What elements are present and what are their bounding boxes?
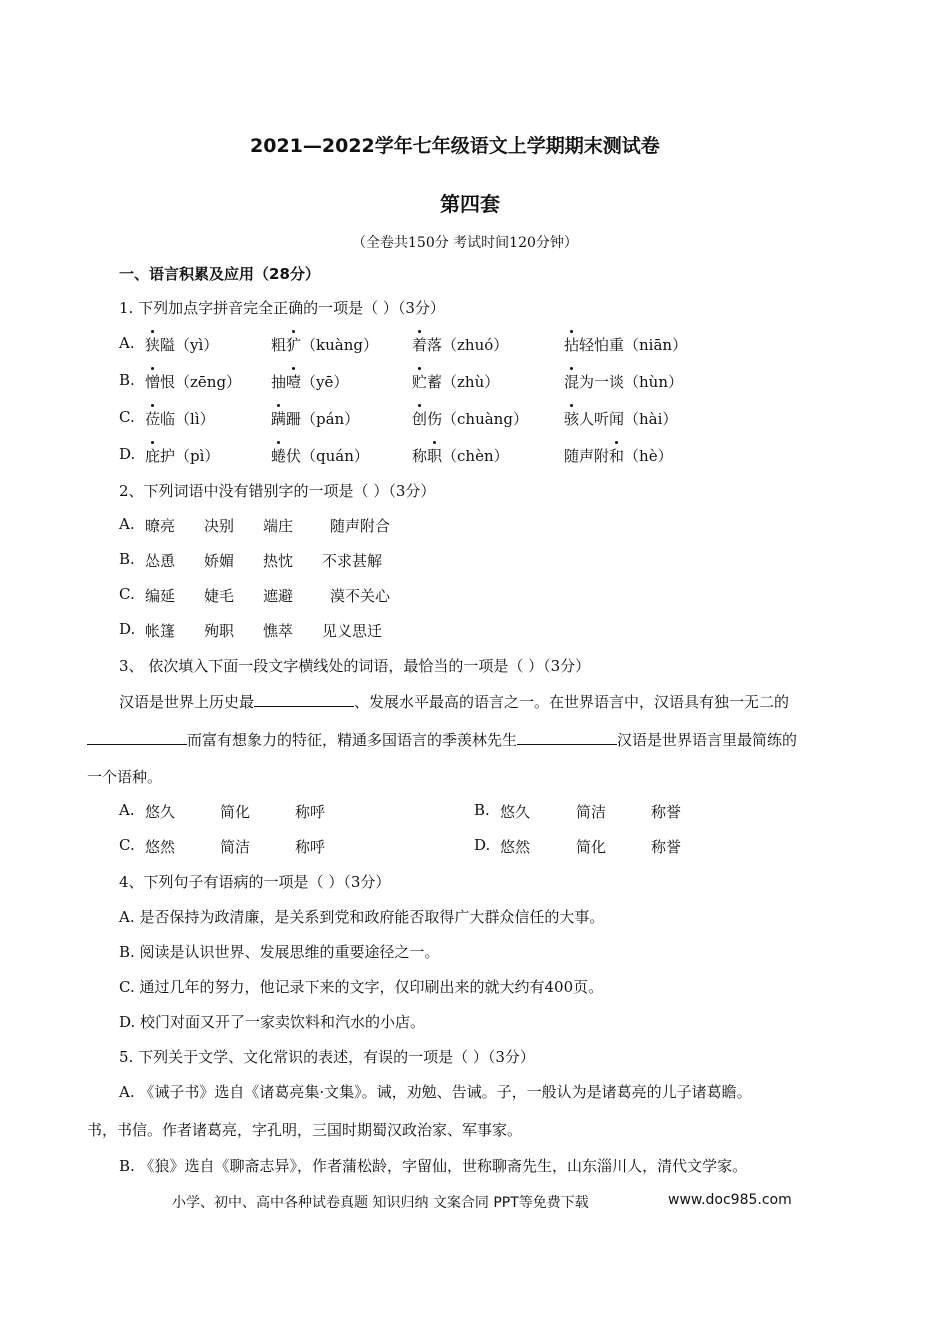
q1-row-d-c4: 随声附和（hè） bbox=[564, 447, 673, 465]
q3-passage-2a: 而富有想象力的特征，精通多国语言的季羡林先生 bbox=[187, 731, 518, 749]
q4-option-a: A. 是否保持为政清廉，是关系到党和政府能否取得广大群众信任的大事。 bbox=[119, 908, 605, 926]
q2-row-a-w4: 随声附合 bbox=[330, 517, 391, 535]
question-3-stem: 3、 依次填入下面一段文字横线处的词语，最恰当的一项是（ ）（3分） bbox=[119, 657, 591, 675]
q2-row-b-w4: 不求甚解 bbox=[322, 552, 383, 570]
q2-row-b-label: B. bbox=[119, 550, 135, 568]
q1-row-a-c1: 狭隘（yì） bbox=[145, 336, 219, 354]
q3-passage-1b: 、发展水平最高的语言之一。在世界语言中，汉语具有独一无二的 bbox=[354, 693, 790, 711]
q2-row-d-w1: 帐篷 bbox=[145, 622, 176, 640]
q5-option-b-line-1: B. 《狼》选自《聊斋志异》，作者蒲松龄，字留仙，世称聊斋先生，山东淄川人，清代文学家。 bbox=[119, 1157, 748, 1175]
q1-row-c-c4: 骇人听闻（hài） bbox=[564, 410, 678, 428]
q2-row-d-w4: 见义思迁 bbox=[322, 622, 383, 640]
q1-row-d-c1: 庇护（pì） bbox=[145, 447, 220, 465]
q2-row-d-label: D. bbox=[119, 620, 136, 638]
q2-row-a-w3: 端庄 bbox=[263, 517, 294, 535]
q3-option-a-w3: 称呼 bbox=[295, 803, 326, 821]
q3-passage-line-1 bbox=[119, 691, 789, 712]
question-2-stem: 2、下列词语中没有错别字的一项是（ ）（3分） bbox=[119, 482, 436, 500]
q3-option-d-w3: 称誉 bbox=[651, 838, 682, 856]
q2-row-a-w2: 决别 bbox=[204, 517, 235, 535]
q3-option-c-w1: 悠然 bbox=[145, 838, 176, 856]
q2-row-c-label: C. bbox=[119, 585, 135, 603]
q1-row-a-c4: 拈轻怕重（niān） bbox=[564, 336, 688, 354]
q3-passage-2b: 汉语是世界语言里最简练的 bbox=[617, 731, 798, 749]
q2-row-b-w2: 娇媚 bbox=[204, 552, 235, 570]
q3-option-a-w1: 悠久 bbox=[145, 803, 176, 821]
q1-row-d-label: D. bbox=[119, 445, 136, 463]
q2-row-a-label: A. bbox=[119, 515, 135, 533]
q1-row-d-c3: 称职（chèn） bbox=[412, 447, 509, 465]
q3-option-d-label: D. bbox=[474, 836, 491, 854]
q2-row-d-w2: 殉职 bbox=[204, 622, 235, 640]
q3-option-d-w2: 简化 bbox=[576, 838, 607, 856]
q1-row-b-label: B. bbox=[119, 371, 135, 389]
q2-row-c-w1: 编延 bbox=[145, 587, 176, 605]
exam-set-label: 第四套 bbox=[440, 192, 500, 216]
q4-option-c: C. 通过几年的努力，他记录下来的文字，仅印刷出来的就大约有400页。 bbox=[119, 978, 604, 996]
q1-row-b-c1: 憎恨（zēng） bbox=[145, 373, 242, 391]
q1-row-c-c2: 蹒跚（pán） bbox=[271, 410, 360, 428]
q3-blank-2 bbox=[87, 730, 187, 745]
q1-row-b-c3: 贮蓄（zhù） bbox=[412, 373, 500, 391]
q1-row-c-label: C. bbox=[119, 408, 135, 426]
q3-option-c-label: C. bbox=[119, 836, 135, 854]
q2-row-c-w2: 婕毛 bbox=[204, 587, 235, 605]
q2-row-c-w3: 遮避 bbox=[263, 587, 294, 605]
q3-passage-line-2 bbox=[87, 729, 797, 750]
q1-row-a-c2: 粗犷（kuàng） bbox=[271, 336, 378, 354]
q3-blank-3 bbox=[517, 730, 617, 745]
q4-option-d: D. 校门对面又开了一家卖饮料和汽水的小店。 bbox=[119, 1013, 426, 1031]
q1-row-a-label: A. bbox=[119, 334, 135, 352]
q1-row-c-c1: 莅临（lì） bbox=[145, 410, 215, 428]
q1-row-b-c4: 混为一谈（hùn） bbox=[564, 373, 683, 391]
q3-option-b-w3: 称誉 bbox=[651, 803, 682, 821]
q1-row-a-c3: 着落（zhuó） bbox=[412, 336, 509, 354]
q3-option-a-w2: 简化 bbox=[220, 803, 251, 821]
q2-row-b-w1: 怂恿 bbox=[145, 552, 176, 570]
q3-passage-line-3: 一个语种。 bbox=[87, 768, 163, 786]
q3-option-b-label: B. bbox=[474, 801, 490, 819]
q3-blank-1 bbox=[254, 692, 354, 707]
question-4-stem: 4、下列句子有语病的一项是（ ）（3分） bbox=[119, 873, 391, 891]
question-1-stem: 1. 下列加点字拼音完全正确的一项是（ ）（3分） bbox=[119, 299, 445, 317]
q2-row-d-w3: 憔萃 bbox=[263, 622, 294, 640]
q3-passage-1a: 汉语是世界上历史最 bbox=[119, 693, 255, 711]
q5-option-a-line-2: 书，书信。作者诸葛亮，字孔明，三国时期蜀汉政治家、军事家。 bbox=[87, 1121, 523, 1139]
q2-row-b-w3: 热忱 bbox=[263, 552, 294, 570]
q2-row-c-w4: 漠不关心 bbox=[330, 587, 391, 605]
section-heading: 一、语言积累及应用（28分） bbox=[119, 265, 320, 283]
q1-row-a-c1-rest: 隘（yì） bbox=[160, 336, 219, 354]
q3-option-c-w3: 称呼 bbox=[295, 838, 326, 856]
q1-row-d-c2: 蜷伏（quán） bbox=[271, 447, 369, 465]
q2-row-a-w1: 暸亮 bbox=[145, 517, 176, 535]
q3-option-d-w1: 悠然 bbox=[500, 838, 531, 856]
footer-site: www.doc985.com bbox=[668, 1192, 792, 1208]
footer-text: 小学、初中、高中各种试卷真题 知识归纳 文案合同 PPT等免费下载 bbox=[172, 1195, 589, 1211]
q1-row-c-c3: 创伤（chuàng） bbox=[412, 410, 528, 428]
q3-option-b-w1: 悠久 bbox=[500, 803, 531, 821]
q5-option-a-line-1: A. 《诫子书》选自《诸葛亮集·文集》。诫，劝勉、告诫。子，一般认为是诸葛亮的儿子诸葛瞻。 bbox=[119, 1083, 752, 1101]
q3-option-a-label: A. bbox=[119, 801, 135, 819]
q3-option-c-w2: 简洁 bbox=[220, 838, 251, 856]
question-5-stem: 5. 下列关于文学、文化常识的表述，有误的一项是（ ）（3分） bbox=[119, 1048, 535, 1066]
q4-option-b: B. 阅读是认识世界、发展思维的重要途径之一。 bbox=[119, 943, 440, 961]
exam-title: 2021—2022学年七年级语文上学期期末测试卷 bbox=[250, 135, 660, 157]
q1-row-b-c2: 抽噎（yē） bbox=[271, 373, 349, 391]
exam-note: （全卷共150分 考试时间120分钟） bbox=[352, 235, 578, 251]
q3-option-b-w2: 简洁 bbox=[576, 803, 607, 821]
